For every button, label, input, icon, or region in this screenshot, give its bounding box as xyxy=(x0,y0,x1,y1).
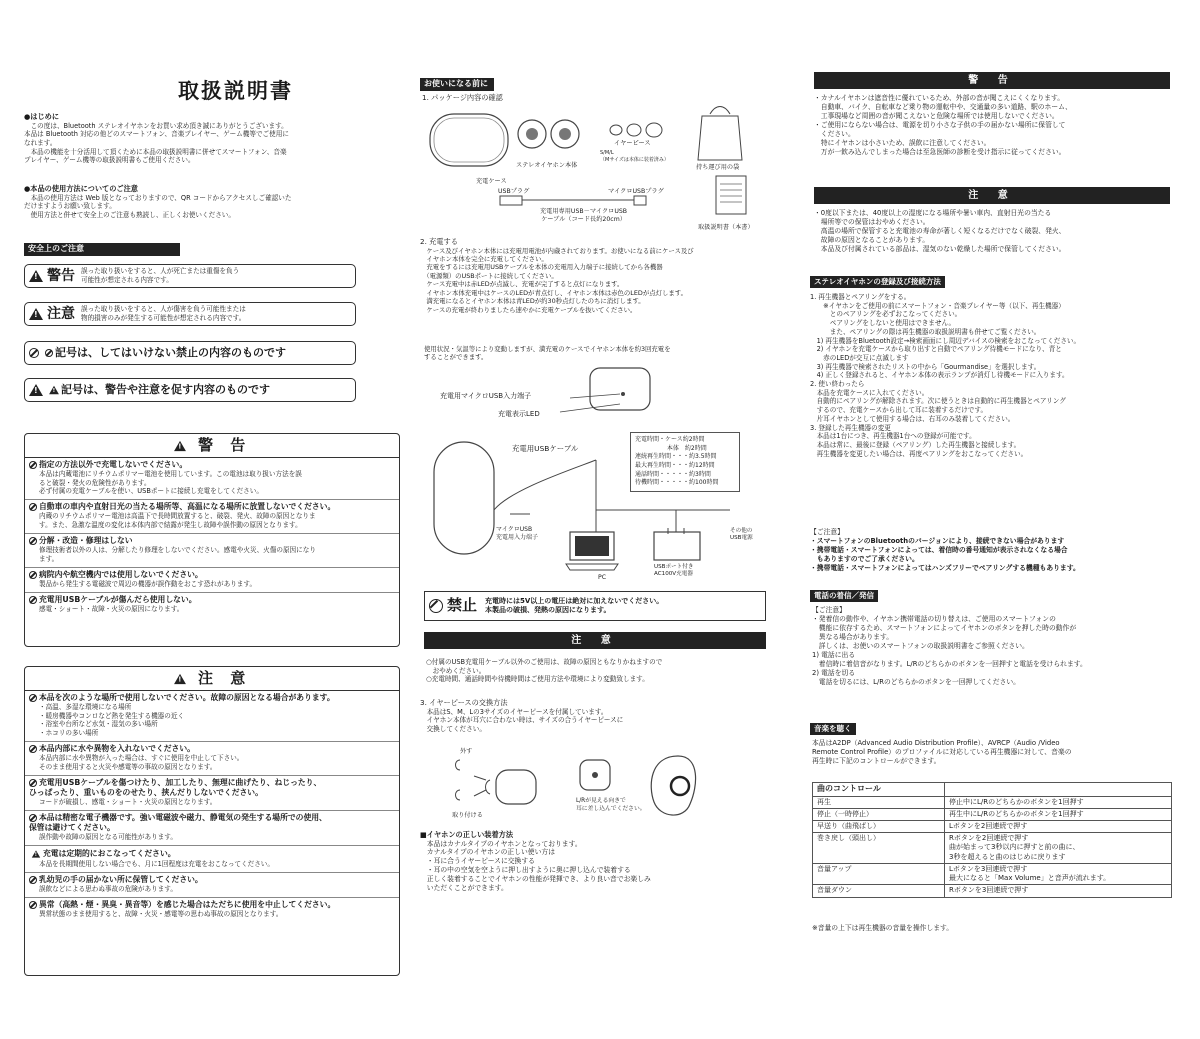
table-cell-desc: Rボタンを2回連続で押す 曲が始まって3秒以内に押すと前の曲に、 3秒を超えると曲のはじめに戻ります xyxy=(945,833,1172,864)
table-row xyxy=(813,821,1172,833)
usb-ac-label: USBポート付き AC100V充電器 xyxy=(654,564,694,578)
usb-cable-icon xyxy=(500,196,646,205)
warning-item-title: 指定の方法以外で充電しないでください。 xyxy=(39,459,188,469)
chui-legend xyxy=(24,302,356,326)
table-header-row xyxy=(813,783,1172,797)
page-title: 取扱説明書 xyxy=(178,79,293,103)
label-manual: 取扱説明書（本書） xyxy=(698,224,754,231)
prohibit-symbol-text: 記号は、してはいけない禁止の内容のものです xyxy=(55,345,286,359)
wear-text: 本品はカナルタイプのイヤホンとなっております。 カナルタイプのイヤホンの正しい使い方は ・耳に合うイヤーピースに交換する ・耳の中の空気を空ように押し出すように奥に押し込んで装着する 正しく装着することでイヤホンの性能が発揮でき、より良い音でお楽しみ いただくことができます。 xyxy=(426,839,651,893)
warning-box-header xyxy=(25,434,399,458)
eartips-icon xyxy=(610,123,662,137)
port-label: 充電用マイクロUSB入力端子 xyxy=(440,392,532,400)
intro-text: この度は、Bluetooth ステレオイヤホンをお買い求め頂き誠にありがとうございます。 本品は Bluetooth 対応の他どのスマートフォン、音楽プレイヤー、ゲーム機等でご使用に なれます。 本品の機能を十分活用して頂くために本品の取扱説明書に併せてスマートフォン、音楽 プレイヤー、ゲーム機等の取扱説明書もご使用ください。 xyxy=(24,121,289,165)
table-cell-name: 早送り（曲飛ばし） xyxy=(813,821,945,833)
caution-item-title: 充電用USBケーブルを傷つけたり、加工したり、無理に曲げたり、ねじったり、 ひっぱったり、重いものをのせたり、挟んだりしないでください。 xyxy=(29,777,322,797)
step3-title: 3. イヤーピースの交換方法 xyxy=(420,698,508,707)
caution-triangle-icon xyxy=(32,851,40,858)
table-row xyxy=(813,885,1172,897)
caution-symbol-text: 記号は、警告や注意を促す内容のものです xyxy=(61,382,270,396)
step2-section xyxy=(420,237,784,314)
call-text: ・発着信の動作や、イヤホン携帯電話の切り替えは、ご使用のスマートフォンの 機能に依存するため、スマートフォンによってイヤホンのボタンを押した時の動作が 異なる場合があります。 詳しくは、お使いのスマートフォンの取扱説明書をご参照ください。 1) 電話に出る 着信時に着信音がなります。L/Rのどちらかのボタンを一回押すと電話を受けられます。 2) 電話を切る 電話を切るには、L/Rのどちらかのボタンを一回押してください。 xyxy=(812,614,1087,686)
label-case: 充電ケース xyxy=(476,178,507,185)
eartip-small-icon xyxy=(456,760,461,800)
pouch-icon xyxy=(698,107,742,161)
col3-warn-text: ・カナルイヤホンは遮音性に優れているため、外部の音が聞こえにくくなります。 自動車、バイク、自転車など乗り物の運転中や、交通量の多い道路、駅のホーム、 工事現場など周囲の音が聞こえないと危険な場所では使用しないでください。 ・ご使用にならない場合は、電源を切り小さな子供の手の届かない場所に保管して ください。 特にイヤホンは小さいため、誤飲に注意してください。 万が一飲み込んでしまった場合は至急医師の診断を受け指示に従ってください。 xyxy=(814,94,1072,156)
ban-text: 充電時には5V以上の電圧は絶対に加えないでください。 本製品の破損、発熱の原因になります。 xyxy=(485,596,664,614)
caution-item-body: 誤飲などによる思わぬ事故の危険があります。 xyxy=(39,885,177,894)
table-cell-desc: Lボタンを3回連続で押す 最大になると「Max Volume」と音声が流れます。 xyxy=(945,863,1172,884)
caution-box xyxy=(24,666,400,976)
manual-icon xyxy=(716,176,746,214)
caution-item-body: 本品内部に水や異物が入った場合は、すぐに使用を中止して下さい。 そのまま使用すると火災や感電等の事故の原因となります。 xyxy=(39,754,244,771)
warning-item xyxy=(25,568,399,593)
caution-item xyxy=(25,811,399,846)
led-label: 充電表示LED xyxy=(498,410,540,418)
prohibit-icon xyxy=(29,596,37,604)
keikoku-label: 警告 xyxy=(47,267,75,284)
usage-section xyxy=(24,184,404,220)
prohibit-icon xyxy=(29,461,37,469)
table-row xyxy=(813,808,1172,820)
attach-label: 取り付ける xyxy=(452,812,483,819)
col2-chui-text: ○付属のUSB充電用ケーブル以外のご使用は、故障の原因ともなりかねますので おやめください。 ○充電時間、通話時間や待機時間はご使用方法や環境により変動致します。 xyxy=(426,658,663,684)
label-micro-plug: マイクロUSBプラグ xyxy=(608,188,664,195)
pair-text: 1. 再生機器とペアリングをする。 ※イヤホンをご使用の前にスマートフォン・音楽プレイヤー等（以下、再生機器） とのペアリングを必ずおこなってください。 ペアリングをしないと使用はできません。 また、ペアリングの際は再生機器の取扱説明書も併せてご覧ください。 1) 再生機器をBluetooth設定→検索画面にし周辺デバイスの検索をおこなってください。 2) イヤホンを充電ケースから取り出すと自動でペアリング待機モードになり、青と 赤のLEDが交互に点滅します 3) 再生機器で検索されたリストの中から「Gourmandise」を選択します。 4) 正しく登録されると、イヤホン本体の表示ランプが消灯し待機モードに入ります。 2. 使い終わったら 本品を充電ケースに入れてください。 自動的にペアリングが解除されます。次に使うときは自動的に再生機器とペアリング するので、充電ケースから出して耳に装着するだけです。 片耳イヤホンとして使用する場合は、右耳のみ装着してください。 3. 登録した再生機器の変更 本品は1台につき、再生機器1台への登録が可能です。 本品は常に、最後に登録（ペアリング）した再生機器と接続します。 再生機器を変更したい場合は、再度ペアリングをおこなってください。 xyxy=(810,293,1081,458)
prohibit-icon xyxy=(29,694,37,702)
caution-item xyxy=(25,873,399,898)
caution-item-body: 異常状態のまま使用すると、故障・火災・感電等の思わぬ事故の原因となります。 xyxy=(39,910,283,919)
led-leader-line xyxy=(560,404,620,412)
attach-arrow xyxy=(474,790,486,796)
table-row xyxy=(813,833,1172,864)
col3-chui-bar: 注 意 xyxy=(814,187,1170,204)
step2-title: 2. 充電する xyxy=(420,237,458,246)
caution-item-title: 本品内部に水や異物を入れないでください。 xyxy=(39,743,195,753)
warning-box-icon xyxy=(174,440,186,450)
table-cell-name: 停止（一時停止） xyxy=(813,808,945,820)
table-row xyxy=(813,796,1172,808)
ban-box xyxy=(424,591,766,621)
earphone-lr-icon xyxy=(580,760,610,790)
pc-label: PC xyxy=(598,574,607,581)
usage-text: 本品の使用方法は Web 版となっておりますので、QR コードからアクセスしご確認いた だけますようお願い致します。 使用方法と併せて安全上のご注意も熟読し、正しくお使いください。 xyxy=(24,193,292,219)
warning-item-body: 内蔵のリチウムポリマー電池は高温下で長時間放置すると、破裂、発火、故障の原因となりま す。また、急激な温度の変化は本体内部で結露が発生し故障や誤作動の原因となります。 xyxy=(39,512,316,530)
usage-heading: ●本品の使用方法についてのご注意 xyxy=(24,184,138,193)
table-cell-name: 巻き戻し（頭出し） xyxy=(813,833,945,864)
prohibit-icon xyxy=(29,348,39,358)
warning-box-title: 警 告 xyxy=(198,436,252,454)
music-control-table xyxy=(812,782,1172,898)
notice-text: ・スマートフォンのBluetoothのバージョンにより、接続できない場合があります ・携帯電話・スマートフォンによっては、着信時の番号通知が表示されなくなる場合 もありますのでご了承ください。 ・携帯電話・スマートフォンによってはハンズフリーでペアリングする機種もあります。 xyxy=(810,536,1080,572)
prohibit-icon xyxy=(29,537,37,545)
music-bar: 音楽を聴く xyxy=(810,723,856,735)
wear-section xyxy=(420,830,784,893)
prohibit-icon xyxy=(29,779,37,787)
eartip-replacement-illustration xyxy=(440,746,740,826)
warning-item-title: 病院内や航空機内では使用しないでください。 xyxy=(39,569,203,579)
col3-chui-text: ・0度以下または、40度以上の湿度になる場所や暑い車内、直射日光の当たる 場所等での保管はおやめください。 高温の場所で保管すると充電池の寿命が著しく短くなるだけでなく破裂、発火、 故障の原因となることがあります。 本品及び付属されている部品は、湿気のない乾燥した場所で保管してください。 xyxy=(814,209,1066,253)
earphone-body-icon xyxy=(486,770,537,804)
case-side-icon xyxy=(590,368,650,410)
call-head: 【ご注意】 xyxy=(812,606,846,614)
caution-item-body: コードが破損し、感電・ショート・火災の原因となります。 xyxy=(39,798,217,807)
warning-item-title: 充電用USBケーブルが傷んだら使用しない。 xyxy=(39,594,197,604)
caution-item-title: 異常（高熱・煙・異臭・異音等）を感じた場合はただちに使用を中止してください。 xyxy=(39,899,336,909)
caution-item-body: 誤作動や故障の原因となる可能性があります。 xyxy=(39,833,177,842)
port-leader-line xyxy=(570,394,620,398)
micro-input-label: マイクロUSB 充電用入力端子 xyxy=(496,526,539,541)
table-row xyxy=(813,863,1172,884)
prohibit-icon xyxy=(29,876,37,884)
safety-bar: 安全上のご注意 xyxy=(24,243,180,256)
intro-heading: ●はじめに xyxy=(24,112,60,121)
table-cell-name: 音量ダウン xyxy=(813,885,945,897)
caution-item xyxy=(25,898,399,922)
caution-small-icon xyxy=(49,386,59,394)
prohibit-small-icon xyxy=(45,349,53,357)
spec-box: 充電時間・ケース約2時間 本体 約2時間 連続再生時間・・・約3.5時間 最大再生時間・・・約12時間 通話時間・・・・・約3時間 待機時間・・・・・約100時間 xyxy=(630,432,740,492)
ear-icon xyxy=(651,756,695,815)
table-cell-desc: 停止中にL/Rのどちらかのボタンを1回押す xyxy=(945,796,1172,808)
caution-item xyxy=(25,691,399,742)
remove-label: 外す xyxy=(460,748,473,755)
prohibit-icon xyxy=(429,599,443,613)
warning-item xyxy=(25,534,399,568)
col2-chui-bar: 注 意 xyxy=(424,632,766,649)
warning-item-title: 自動車の車内や直射日光の当たる場所等、高温になる場所に放置しないでください。 xyxy=(39,502,336,512)
label-eartips-sub: S/M/L （Mサイズは本体に装着済み） xyxy=(600,150,669,163)
chui-label: 注意 xyxy=(47,305,75,322)
prohibit-icon xyxy=(29,814,37,822)
warning-box xyxy=(24,433,400,647)
prohibit-icon xyxy=(29,745,37,753)
caution-box-icon xyxy=(174,673,186,683)
caution-item-title: 本品を次のような場所で使用しないでください。故障の原因となる場合があります。 xyxy=(39,692,335,702)
caution-item xyxy=(25,742,399,776)
table-note: ※音量の上下は再生機器の音量を操作します。 xyxy=(812,924,954,932)
usage-note: 使用状況・気温等により変動しますが、満充電のケースでイヤホン本体を約3回充電を することができます。 xyxy=(424,345,671,362)
label-cable: 充電用専用USB－マイクロUSB ケーブル（コード長約20cm） xyxy=(540,208,628,224)
call-section xyxy=(812,606,1178,687)
intro-section xyxy=(24,112,404,165)
table-cell-name: 音量アップ xyxy=(813,863,945,884)
caution-item xyxy=(25,776,399,811)
label-usb-plug: USBプラグ xyxy=(498,188,530,195)
caution-symbol-icon xyxy=(29,384,43,396)
pair-bar: ステレオイヤホンの登録及び接続方法 xyxy=(810,276,945,288)
remove-arrow xyxy=(474,776,486,780)
music-text: 本品はA2DP（Advanced Audio Distribution Profile）、AVRCP（Audio /Video Remote Control Profile）のプロファイルに対応している再生機器に対して、音楽の 再生時に下記のコントロールができます。 xyxy=(812,739,1072,765)
laptop-icon xyxy=(566,532,618,570)
warning-item-body: 修理技術者以外の人は、分解したり修理をしないでください。感電や火災、火傷の原因になり ます。 xyxy=(39,546,316,563)
step2-text: ケース及びイヤホン本体には充電用電池が内蔵されております。お使いになる前にケース及び イヤホン本体を完全に充電してください。 充電をするには充電用USBケーブルを本体の充電用入力端子に接続してから各機器 （電源類）のUSBポートに接続してください。 ケース充電中は赤LEDが点滅し、充電が完了すると点灯になります。 イヤホン本体充電中はケースのLEDが青点灯し、イヤホン本体は赤色のLEDが点灯します。 満充電になるとイヤホン本体は青LEDが約30秒点灯したのちに消灯します。 ケースの充電が終わりましたら速やかに充電ケーブルを抜いてください。 xyxy=(426,246,694,314)
call-bar: 電話の着信／発信 xyxy=(810,590,878,602)
table-cell-desc: Lボタンを2回連続で押す xyxy=(945,821,1172,833)
notice-head: 【ご注意】 xyxy=(810,528,844,536)
case-top-icon xyxy=(434,442,494,554)
step3-text: 本品はS、M、Lの3サイズのイヤーピースを付属しています。 イヤホン本体が耳穴に合わない時は、サイズの合うイヤーピースに 交換してください。 xyxy=(426,707,624,733)
keikoku-text: 誤った取り扱いをすると、人が死亡または重傷を負う 可能性が想定される内容です。 xyxy=(81,267,240,284)
charging-case-icon xyxy=(430,114,508,166)
warning-triangle-icon xyxy=(29,270,43,282)
keikoku-legend xyxy=(24,264,356,288)
table-cell-desc: 再生中にL/Rのどちらかのボタンを1回押す xyxy=(945,808,1172,820)
table-header: 曲のコントロール xyxy=(813,783,945,797)
warning-item-body: 製品から発生する電磁波で周辺の機器が誤作動をおこす恐れがあります。 xyxy=(39,579,257,588)
warning-item xyxy=(25,593,399,617)
label-eartips: イヤーピース xyxy=(614,140,651,147)
caution-item xyxy=(25,846,399,873)
warning-item-body: 感電・ショート・故障・火災の原因になります。 xyxy=(39,604,184,613)
before-use-bar: お使いになる前に xyxy=(420,78,494,91)
earphones-icon xyxy=(518,120,579,148)
notice-section xyxy=(810,528,1178,573)
cable-label: 充電用USBケーブル xyxy=(512,444,579,453)
chui-text: 誤った取り扱いをすると、人が傷害を負う可能性または 物的損害のみが発生する可能性が想定される内容です。 xyxy=(81,305,246,322)
caution-item-title: 乳幼児の手の届かない所に保管してください。 xyxy=(39,874,203,884)
caution-triangle-icon xyxy=(29,308,43,320)
caution-box-title: 注 意 xyxy=(198,669,252,687)
table-header-empty xyxy=(945,783,1172,797)
caution-item-title: 充電は定期的におこなってください。 xyxy=(43,849,176,859)
prohibit-icon xyxy=(29,901,37,909)
caution-box-header xyxy=(25,667,399,691)
ac-adapter-icon xyxy=(654,528,700,560)
label-earphone: ステレオイヤホン本体 xyxy=(516,162,578,169)
caution-item-title: 本品は精密な電子機器です。強い電磁波や磁力、静電気の発生する場所での使用、 保管は避けてください。 xyxy=(29,812,327,833)
warning-item xyxy=(25,500,399,534)
col3-warn-bar: 警 告 xyxy=(814,72,1170,89)
lr-note: L/Rが見える向きで 耳に差し込んでください。 xyxy=(576,798,646,812)
label-pouch: 持ち運び用の袋 xyxy=(696,164,740,171)
step3-section xyxy=(420,698,784,734)
wear-title: ■イヤホンの正しい装着方法 xyxy=(420,830,514,839)
cable-line xyxy=(494,460,596,510)
other-usb-label: その他の USB電源 xyxy=(730,528,753,542)
prohibit-legend xyxy=(24,341,356,365)
ban-label: 禁止 xyxy=(447,596,478,615)
warning-item-body: 本品は内蔵電池にリチウムポリマー電池を使用しています。この電池は取り扱い方法を誤 ると破裂・発火の危険性があります。 必ず付属の充電ケーブルを使い、USBポートに接続し充電をしてください。 xyxy=(39,470,302,496)
caution-item-body: 本品を長期間使用しない場合でも、月に1回程度は充電をおこなってください。 xyxy=(39,860,274,869)
table-cell-name: 再生 xyxy=(813,796,945,808)
caution-symbol-legend xyxy=(24,378,356,402)
warning-item xyxy=(25,458,399,500)
caution-item-body: ・高温、多湿な環境になる場所 ・暖房機器やコンロなど熱を発生する機器の近く ・浴室や台所など水気・湿気の多い場所 ・ホコリの多い場所 xyxy=(39,703,185,738)
prohibit-icon xyxy=(29,503,37,511)
prohibit-icon xyxy=(29,571,37,579)
table-cell-desc: Rボタンを3回連続で押す xyxy=(945,885,1172,897)
warning-item-title: 分解・改造・修理はしない xyxy=(39,535,133,545)
step1-title: 1. パッケージ内容の確認 xyxy=(422,93,503,102)
